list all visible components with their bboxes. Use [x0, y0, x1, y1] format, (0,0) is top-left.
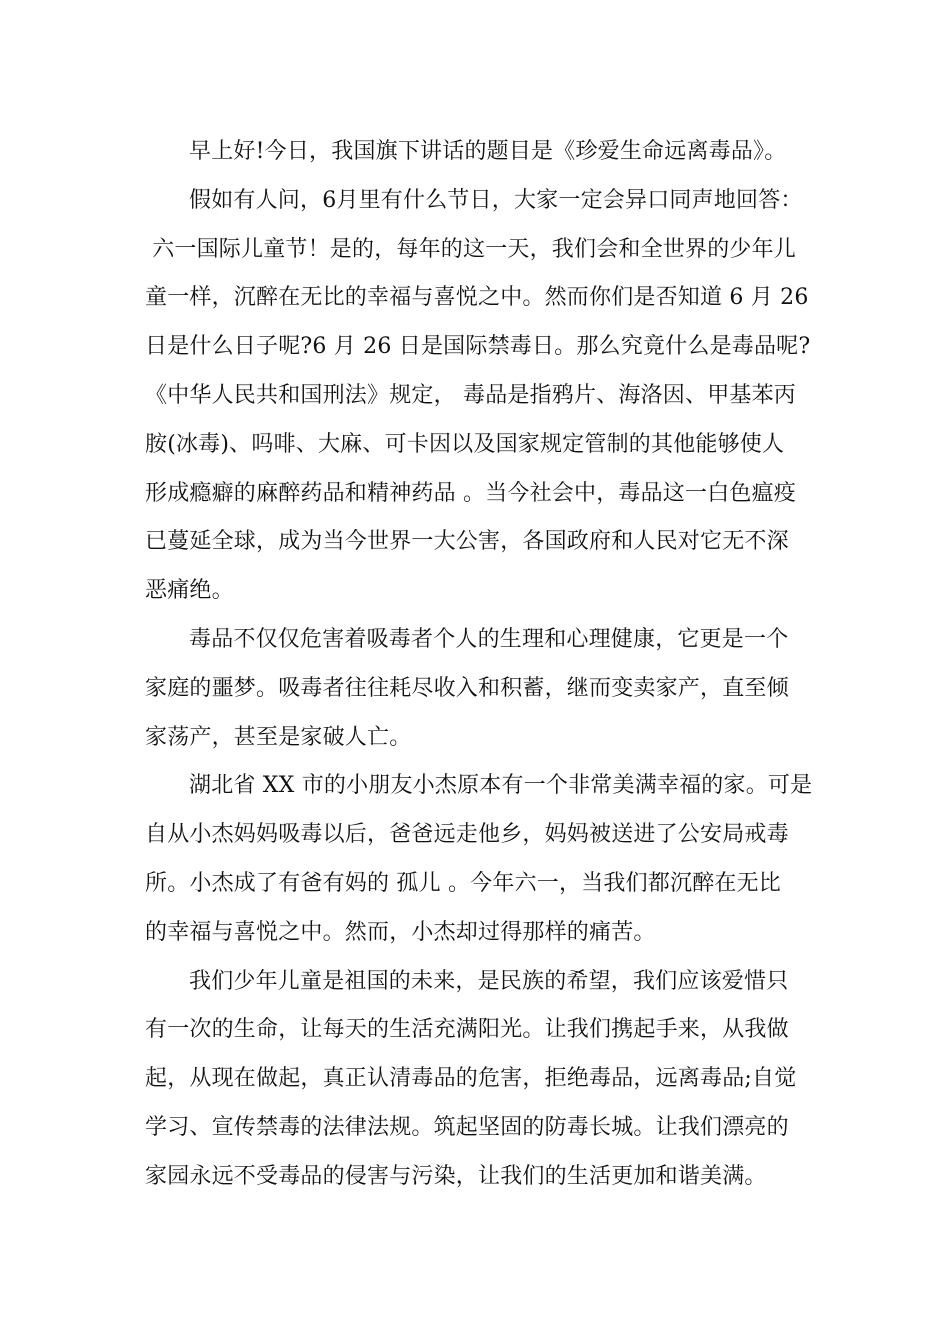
- text-line-8: 形成瘾癖的麻醉药品和精神药品 。当今社会中，毒品这一白色瘟疫: [145, 480, 796, 506]
- text-line-20: 起，从现在做起，真正认清毒品的危害，拒绝毒品，远离毒品;自觉: [145, 1066, 797, 1092]
- text-line-10: 恶痛绝。: [145, 578, 234, 604]
- text-line-15: 自从小杰妈妈吸毒以后，爸爸远走他乡，妈妈被送进了公安局戒毒: [145, 822, 789, 848]
- text-line-5: 日是什么日子呢?6 月 26 日是国际禁毒日。那么究竟什么是毒品呢?: [145, 334, 811, 360]
- speech-body: [145, 128, 815, 1202]
- text-line-9: 已蔓延全球，成为当今世界一大公害，各国政府和人民对它无不深: [145, 529, 789, 555]
- text-line-11: 毒品不仅仅危害着吸毒者个人的生理和心理健康，它更是一个: [189, 626, 789, 652]
- text-line-13: 家荡产，甚至是家破人亡。: [145, 724, 412, 750]
- text-line-7: 胺(冰毒)、吗啡、大麻、可卡因以及国家规定管制的其他能够使人: [145, 431, 785, 457]
- text-line-14: 湖北省 XX 市的小朋友小杰原本有一个非常美满幸福的家。可是: [189, 773, 813, 799]
- text-line-2: 假如有人问，6月里有什么节日，大家一定会异口同声地回答：: [189, 187, 803, 213]
- text-line-22: 家园永远不受毒品的侵害与污染，让我们的生活更加和谐美满。: [145, 1163, 767, 1189]
- text-line-6: 《中华人民共和国刑法》规定， 毒品是指鸦片、海洛因、甲基苯丙: [145, 382, 796, 408]
- text-line-18: 我们少年儿童是祖国的未来，是民族的希望，我们应该爱惜只: [189, 968, 789, 994]
- text-line-12: 家庭的噩梦。吸毒者往往耗尽收入和积蓄，继而变卖家产，直至倾: [145, 675, 789, 701]
- text-line-21: 学习、宣传禁毒的法律法规。筑起坚固的防毒长城。让我们漂亮的: [145, 1114, 789, 1140]
- text-line-17: 的幸福与喜悦之中。然而，小杰却过得那样的痛苦。: [145, 919, 656, 945]
- text-line-1: 早上好!今日，我国旗下讲话的题目是《珍爱生命远离毒品》。: [189, 139, 787, 164]
- text-line-16: 所。小杰成了有爸有妈的 孤儿 。今年六一，当我们都沉醉在无比: [145, 870, 781, 896]
- text-line-3: 六一国际儿童节！是的，每年的这一天，我们会和全世界的少年儿: [145, 236, 796, 262]
- text-line-4: 童一样，沉醉在无比的幸福与喜悦之中。然而你们是否知道 6 月 26: [145, 285, 809, 311]
- text-line-19: 有一次的生命，让每天的生活充满阳光。让我们携起手来，从我做: [145, 1017, 789, 1043]
